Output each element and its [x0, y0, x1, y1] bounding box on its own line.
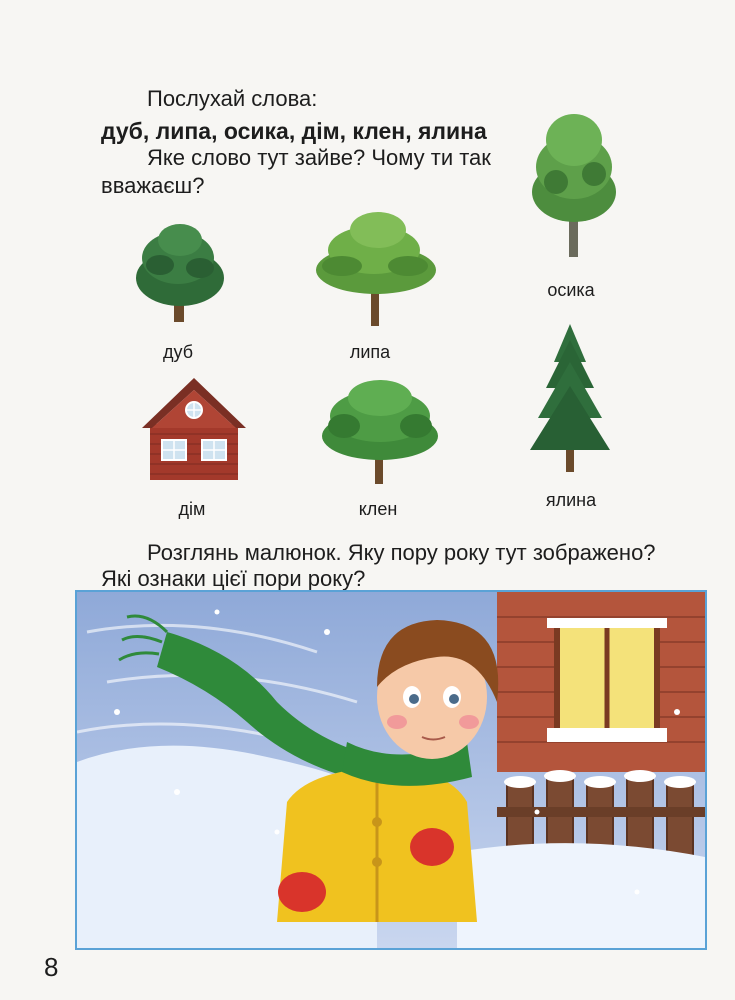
question-line-1: Яке слово тут зайве? Чому ти так [147, 145, 491, 170]
label-aspen: осика [547, 280, 595, 300]
label-house: дім [178, 499, 206, 519]
instruction-listen: Послухай слова: [147, 86, 318, 111]
linden-tree-icon [312, 208, 440, 328]
spruce-tree-icon [528, 322, 612, 474]
house-icon [140, 376, 248, 482]
winter-scene-illustration [75, 590, 707, 950]
label-linden: липа [349, 342, 391, 362]
oak-tree-icon [130, 220, 230, 325]
word-list: дуб, липа, осика, дім, клен, ялина [101, 118, 487, 144]
question-line-2: вважаєш? [101, 173, 205, 198]
winter-scene-drawing [77, 592, 705, 948]
label-oak: дуб [162, 342, 193, 362]
instruction-look: Розглянь малюнок. Яку пору року тут зображено? [147, 540, 656, 565]
label-spruce: ялина [545, 490, 597, 510]
maple-tree-icon [318, 378, 442, 486]
label-maple: клен [358, 499, 398, 519]
page-number: 8 [44, 952, 59, 982]
instruction-signs: Які ознаки цієї пори року? [101, 566, 366, 591]
aspen-tree-icon [528, 112, 620, 260]
